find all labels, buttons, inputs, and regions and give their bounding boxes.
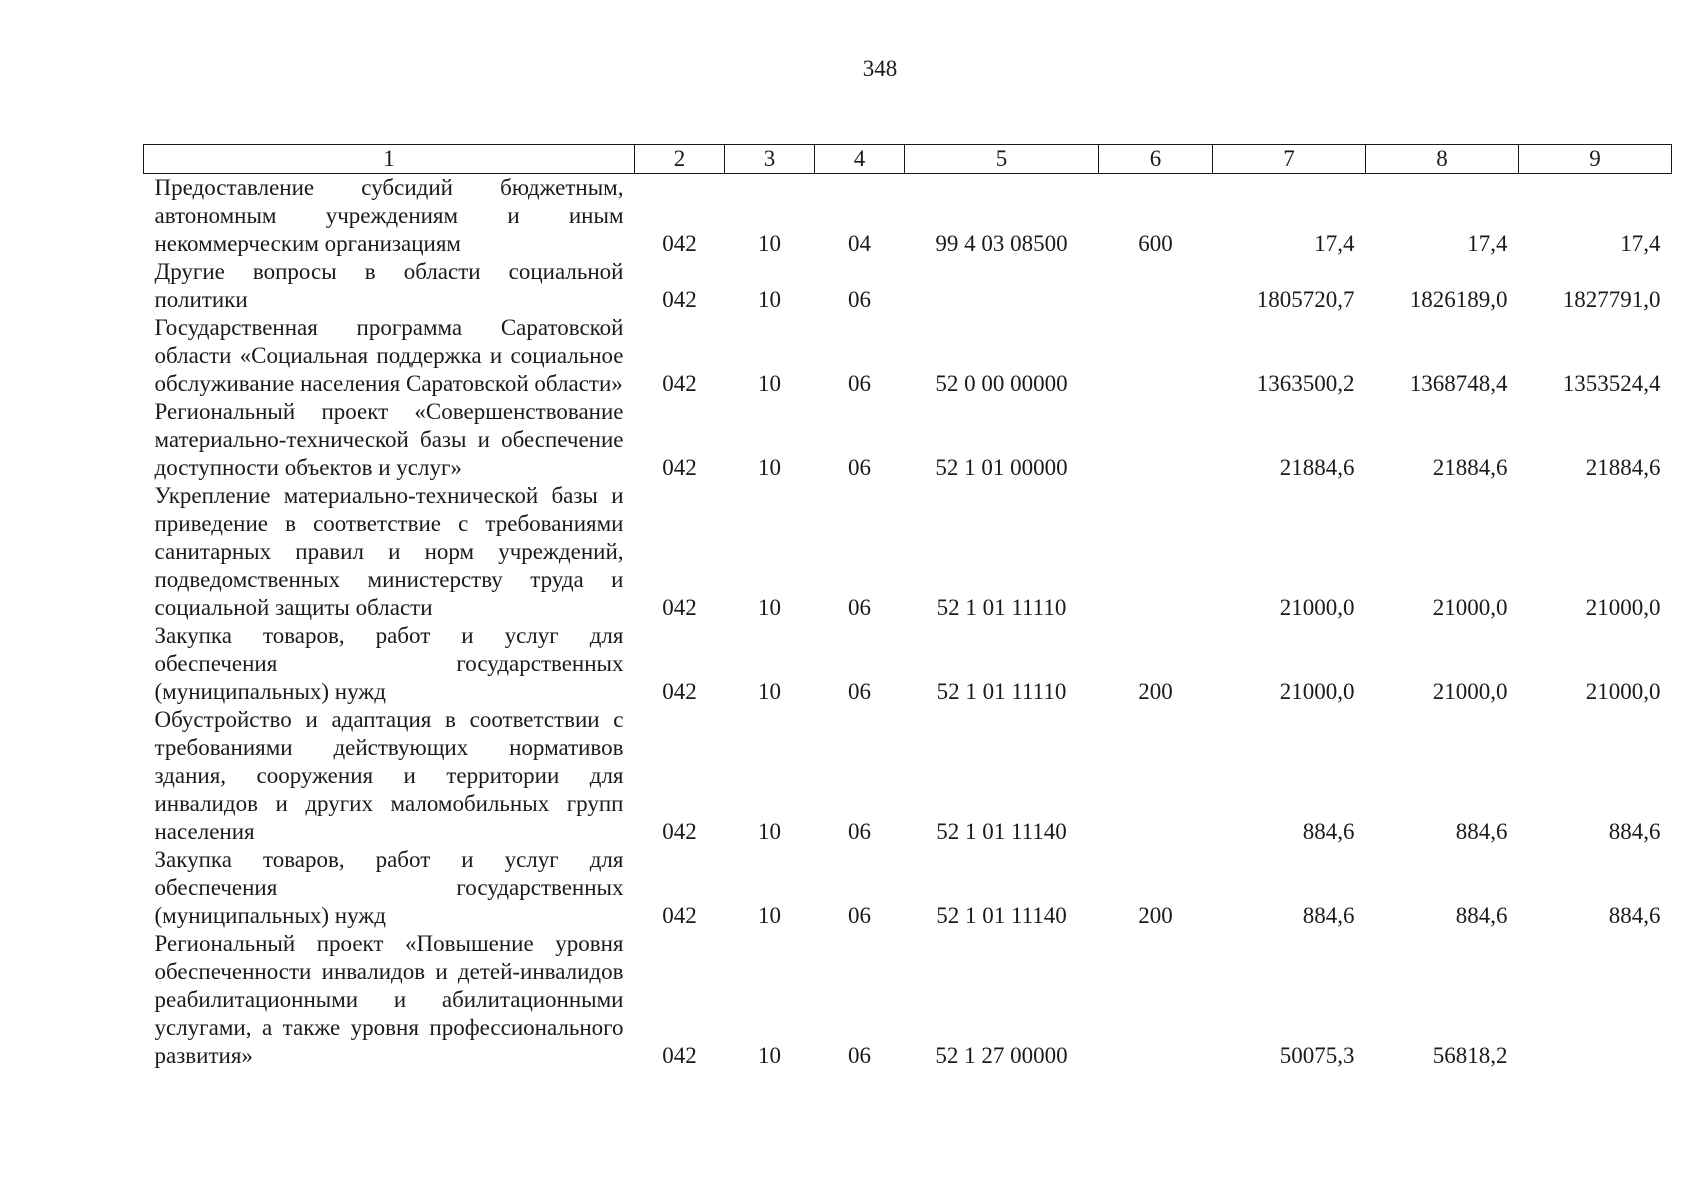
row-name: Укрепление материально-технической базы и приведение в соответствие с требованиями санитарных правил и норм учреждений, подведомственных министерству труда и социальной защиты области — [154, 483, 624, 620]
column-header: 6 — [1099, 145, 1213, 174]
target-article-code: 52 1 01 11140 — [936, 903, 1067, 928]
table-header — [144, 145, 1672, 174]
ministry-code: 042 — [662, 595, 697, 620]
amount-col7: 50075,3 — [1279, 1043, 1355, 1068]
target-article-code: 52 1 27 00000 — [935, 1043, 1068, 1068]
table-row — [144, 930, 1672, 1070]
ministry-code: 042 — [662, 819, 697, 844]
table-row — [144, 706, 1672, 846]
section-code: 10 — [758, 455, 781, 480]
subsection-code: 06 — [848, 903, 871, 928]
column-header: 9 — [1519, 145, 1672, 174]
expense-type-code — [1099, 258, 1213, 314]
section-code: 10 — [758, 287, 781, 312]
amount-col8: 21000,0 — [1432, 595, 1508, 620]
target-article-code: 52 1 01 11140 — [936, 819, 1067, 844]
amount-col9: 884,6 — [1608, 903, 1661, 928]
expense-type-code — [1099, 314, 1213, 398]
ministry-code: 042 — [662, 679, 697, 704]
ministry-code: 042 — [662, 1043, 697, 1068]
amount-col9: 21000,0 — [1585, 679, 1661, 704]
section-code: 10 — [758, 595, 781, 620]
subsection-code: 06 — [848, 595, 871, 620]
target-article-code: 52 1 01 11110 — [936, 679, 1067, 704]
target-article-code: 52 0 00 00000 — [935, 371, 1068, 396]
amount-col9: 21884,6 — [1585, 455, 1661, 480]
amount-col7: 1805720,7 — [1256, 287, 1355, 312]
section-code: 10 — [758, 371, 781, 396]
target-article-code: 52 1 01 00000 — [935, 455, 1068, 480]
subsection-code: 06 — [848, 1043, 871, 1068]
table-row — [144, 398, 1672, 482]
row-name: Региональный проект «Повышение уровня обеспеченности инвалидов и детей-инвалидов реабилитационными и абилитационными услугами, а также уровня профессионального развития» — [154, 931, 624, 1068]
column-header: 7 — [1213, 145, 1366, 174]
expense-type-code: 200 — [1138, 903, 1173, 928]
row-name: Обустройство и адаптация в соответствии с требованиями действующих нормативов здания, сооружения и территории для инвалидов и других маломобильных групп населения — [154, 707, 624, 844]
row-name: Государственная программа Саратовской области «Социальная поддержка и социальное обслуживание населения Саратовской области» — [154, 315, 624, 396]
subsection-code: 04 — [848, 231, 871, 256]
target-article-code: 52 1 01 11110 — [936, 595, 1067, 620]
amount-col7: 21884,6 — [1279, 455, 1355, 480]
table-row — [144, 314, 1672, 398]
amount-col7: 1363500,2 — [1256, 371, 1355, 396]
amount-col8: 17,4 — [1467, 231, 1508, 256]
column-header: 3 — [725, 145, 815, 174]
table-row — [144, 174, 1672, 259]
table-row — [144, 482, 1672, 622]
amount-col7: 884,6 — [1302, 903, 1355, 928]
section-code: 10 — [758, 903, 781, 928]
amount-col9: 884,6 — [1608, 819, 1661, 844]
table-body — [144, 174, 1672, 1071]
amount-col7: 17,4 — [1314, 231, 1355, 256]
column-header: 8 — [1366, 145, 1519, 174]
section-code: 10 — [758, 819, 781, 844]
amount-col8: 21000,0 — [1432, 679, 1508, 704]
row-name: Закупка товаров, работ и услуг для обеспечения государственных (муниципальных) нужд — [154, 623, 624, 704]
amount-col9: 1353524,4 — [1562, 371, 1661, 396]
expense-type-code — [1099, 482, 1213, 622]
expense-type-code — [1099, 706, 1213, 846]
section-code: 10 — [758, 231, 781, 256]
ministry-code: 042 — [662, 371, 697, 396]
expense-type-code: 600 — [1138, 231, 1173, 256]
page-number: 348 — [862, 56, 898, 81]
subsection-code: 06 — [848, 287, 871, 312]
table-row — [144, 846, 1672, 930]
amount-col8: 884,6 — [1455, 903, 1508, 928]
budget-table — [143, 144, 1672, 1070]
column-header: 2 — [635, 145, 725, 174]
ministry-code: 042 — [662, 903, 697, 928]
target-article-code: 99 4 03 08500 — [935, 231, 1068, 256]
expense-type-code: 200 — [1138, 679, 1173, 704]
amount-col8: 1368748,4 — [1409, 371, 1508, 396]
amount-col9 — [1519, 930, 1672, 1070]
ministry-code: 042 — [662, 287, 697, 312]
table-row — [144, 622, 1672, 706]
amount-col7: 21000,0 — [1279, 595, 1355, 620]
subsection-code: 06 — [848, 371, 871, 396]
row-name: Предоставление субсидий бюджетным, автономным учреждениям и иным некоммерческим организациям — [154, 175, 624, 256]
expense-type-code — [1099, 398, 1213, 482]
row-name: Другие вопросы в области социальной политики — [154, 259, 624, 312]
amount-col8: 56818,2 — [1432, 1043, 1508, 1068]
section-code: 10 — [758, 1043, 781, 1068]
ministry-code: 042 — [662, 455, 697, 480]
amount-col9: 17,4 — [1620, 231, 1661, 256]
amount-col9: 1827791,0 — [1562, 287, 1661, 312]
column-number-row — [144, 145, 1672, 174]
subsection-code: 06 — [848, 455, 871, 480]
amount-col8: 884,6 — [1455, 819, 1508, 844]
amount-col7: 21000,0 — [1279, 679, 1355, 704]
amount-col8: 21884,6 — [1432, 455, 1508, 480]
column-header: 5 — [905, 145, 1099, 174]
section-code: 10 — [758, 679, 781, 704]
amount-col9: 21000,0 — [1585, 595, 1661, 620]
column-header: 1 — [144, 145, 635, 174]
subsection-code: 06 — [848, 679, 871, 704]
table-row — [144, 258, 1672, 314]
subsection-code: 06 — [848, 819, 871, 844]
row-name: Региональный проект «Совершенствование материально-технической базы и обеспечение доступности объектов и услуг» — [154, 399, 624, 480]
amount-col7: 884,6 — [1302, 819, 1355, 844]
row-name: Закупка товаров, работ и услуг для обеспечения государственных (муниципальных) нужд — [154, 847, 624, 928]
target-article-code — [905, 258, 1099, 314]
amount-col8: 1826189,0 — [1409, 287, 1508, 312]
ministry-code: 042 — [662, 231, 697, 256]
column-header: 4 — [815, 145, 905, 174]
expense-type-code — [1099, 930, 1213, 1070]
